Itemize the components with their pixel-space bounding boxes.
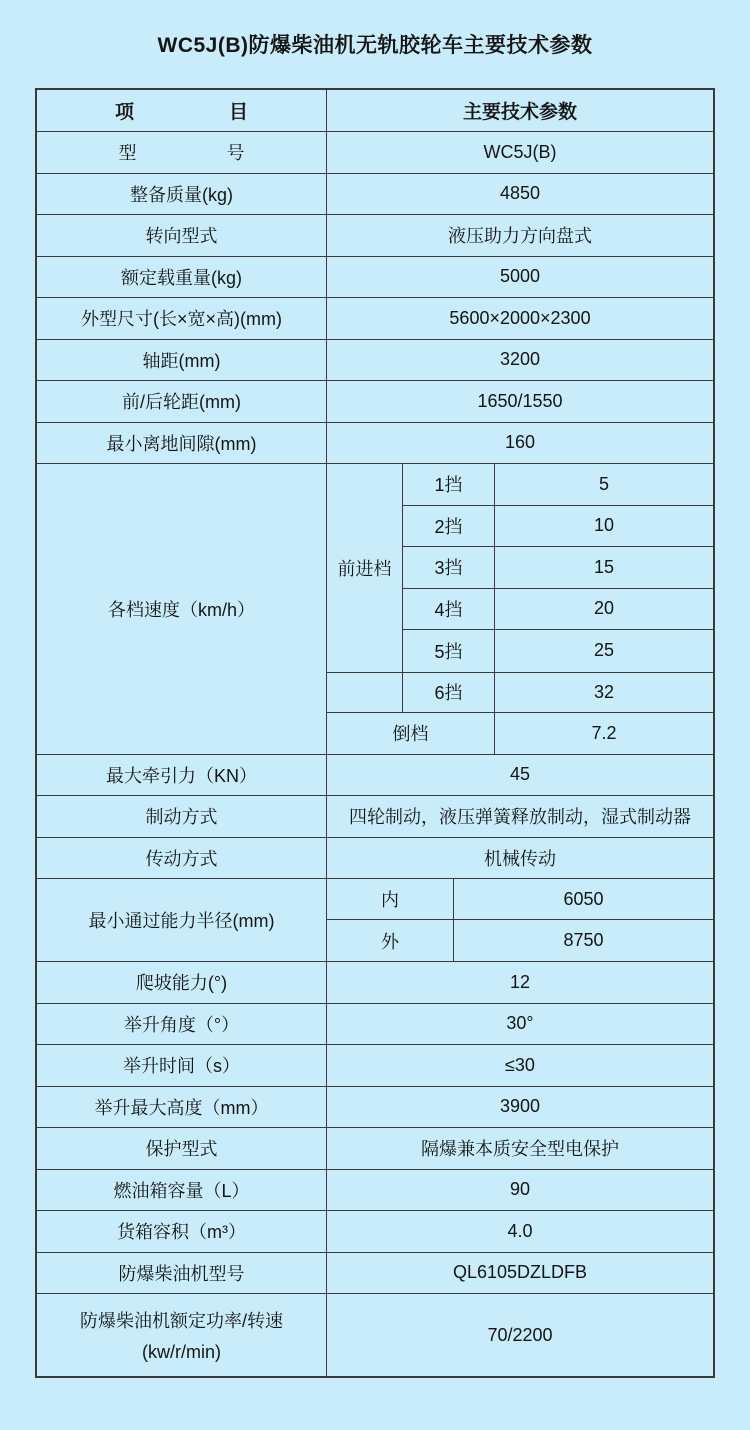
row-label: 燃油箱容量（L） bbox=[37, 1170, 327, 1211]
row-label: 外型尺寸(长×宽×高)(mm) bbox=[37, 298, 327, 339]
row-value: 160 bbox=[504, 432, 536, 453]
row-value: 4850 bbox=[499, 183, 541, 204]
table-header-row bbox=[37, 90, 713, 132]
radius-side: 外 bbox=[327, 920, 454, 961]
row-label: 整备质量(kg) bbox=[37, 174, 327, 215]
row-value: 90 bbox=[509, 1179, 531, 1200]
table-row bbox=[37, 298, 713, 340]
gear-row bbox=[403, 464, 713, 506]
gear-row bbox=[403, 547, 713, 589]
table-row bbox=[37, 755, 713, 797]
power-speed-label bbox=[37, 1294, 327, 1376]
power-speed-row bbox=[37, 1294, 713, 1376]
row-value: 12 bbox=[509, 971, 531, 992]
row-label: 举升角度（°） bbox=[37, 1004, 327, 1045]
gear-name: 倒档 bbox=[327, 713, 495, 753]
table-row bbox=[37, 423, 713, 465]
row-value: ≤30 bbox=[505, 1054, 535, 1075]
row-label: 传动方式 bbox=[37, 838, 327, 879]
row-value: 四轮制动，液压弹簧释放制动，湿式制动器 bbox=[349, 807, 691, 828]
row-label: 制动方式 bbox=[37, 796, 327, 837]
gear-value: 5 bbox=[598, 473, 609, 494]
table-row bbox=[37, 1004, 713, 1046]
table-row bbox=[37, 257, 713, 299]
row-value: 机械传动 bbox=[484, 848, 556, 869]
table-row bbox=[37, 1211, 713, 1253]
row-label: 转向型式 bbox=[37, 215, 327, 256]
table-row bbox=[37, 1045, 713, 1087]
row-value: 液压助力方向盘式 bbox=[448, 226, 592, 247]
row-value: 30° bbox=[506, 1013, 534, 1034]
gear-value: 25 bbox=[593, 640, 615, 661]
table-row bbox=[37, 340, 713, 382]
reverse-gear-row bbox=[327, 713, 713, 753]
gear-name: 6挡 bbox=[403, 673, 495, 713]
row-value: 4.0 bbox=[507, 1220, 533, 1241]
speed-label: 各档速度（km/h） bbox=[37, 464, 327, 754]
row-label: 额定载重量(kg) bbox=[37, 257, 327, 298]
table-row bbox=[37, 962, 713, 1004]
table-row bbox=[37, 381, 713, 423]
radius-value: 8750 bbox=[563, 930, 604, 950]
table-row bbox=[37, 174, 713, 216]
header-item-cell: 项 目 bbox=[37, 90, 327, 131]
empty-cell bbox=[327, 673, 403, 713]
row-value: 隔爆兼本质安全型电保护 bbox=[421, 1139, 619, 1160]
power-speed-label-line2: (kw/r/min) bbox=[142, 1342, 221, 1363]
header-value-cell: 主要技术参数 bbox=[462, 102, 577, 123]
row-label: 前/后轮距(mm) bbox=[37, 381, 327, 422]
row-label: 最大牵引力（KN） bbox=[37, 755, 327, 796]
gear-value: 10 bbox=[593, 515, 615, 536]
speed-block-row bbox=[37, 464, 713, 755]
row-value: 1650/1550 bbox=[477, 390, 563, 411]
row-value: 5000 bbox=[499, 266, 541, 287]
gear-value: 15 bbox=[593, 556, 615, 577]
table-row bbox=[37, 1087, 713, 1129]
radius-label: 最小通过能力半径(mm) bbox=[37, 879, 327, 961]
power-speed-value: 70/2200 bbox=[487, 1324, 553, 1345]
row-label: 保护型式 bbox=[37, 1128, 327, 1169]
table-row bbox=[37, 838, 713, 880]
forward-gears-block bbox=[327, 464, 713, 673]
gear-value: 20 bbox=[593, 598, 615, 619]
row-label: 最小离地间隙(mm) bbox=[37, 423, 327, 464]
gear-row bbox=[403, 589, 713, 631]
radius-row bbox=[327, 879, 713, 920]
speed-sub-table bbox=[327, 464, 713, 754]
table-row bbox=[37, 1253, 713, 1295]
gear-row-6 bbox=[327, 673, 713, 714]
table-row bbox=[37, 796, 713, 838]
gear-name: 5挡 bbox=[403, 630, 495, 672]
row-value: 5600×2000×2300 bbox=[449, 307, 591, 328]
row-value: WC5J(B) bbox=[483, 141, 557, 162]
gear-name: 1挡 bbox=[403, 464, 495, 505]
gear-name: 2挡 bbox=[403, 506, 495, 547]
power-speed-label-line1: 防爆柴油机额定功率/转速 bbox=[80, 1310, 283, 1331]
gear-row bbox=[403, 506, 713, 548]
row-value: QL6105DZLDFB bbox=[452, 1262, 588, 1283]
radius-sub-table bbox=[327, 879, 713, 961]
row-label: 型 号 bbox=[37, 132, 327, 173]
forward-gear-rows bbox=[403, 464, 713, 672]
row-value: 3200 bbox=[499, 349, 541, 370]
forward-label: 前进档 bbox=[327, 464, 403, 672]
table-row bbox=[37, 215, 713, 257]
row-label: 举升时间（s） bbox=[37, 1045, 327, 1086]
row-label: 轴距(mm) bbox=[37, 340, 327, 381]
table-row bbox=[37, 1170, 713, 1212]
row-value: 45 bbox=[509, 764, 531, 785]
row-label: 举升最大高度（mm） bbox=[37, 1087, 327, 1128]
row-label: 货箱容积（m³） bbox=[37, 1211, 327, 1252]
radius-value: 6050 bbox=[563, 888, 604, 909]
table-row bbox=[37, 132, 713, 174]
gear-value: 32 bbox=[593, 681, 615, 702]
radius-block-row bbox=[37, 879, 713, 962]
radius-side: 内 bbox=[327, 879, 454, 919]
gear-value: 7.2 bbox=[591, 722, 617, 743]
spec-table bbox=[35, 88, 715, 1378]
gear-name: 3挡 bbox=[403, 547, 495, 588]
table-row bbox=[37, 1128, 713, 1170]
row-label: 防爆柴油机型号 bbox=[37, 1253, 327, 1294]
gear-row bbox=[403, 630, 713, 672]
row-label: 爬坡能力(°) bbox=[37, 962, 327, 1003]
row-value: 3900 bbox=[499, 1096, 541, 1117]
radius-row bbox=[327, 920, 713, 961]
page-title: WC5J(B)防爆柴油机无轨胶轮车主要技术参数 bbox=[157, 34, 593, 57]
gear-name: 4挡 bbox=[403, 589, 495, 630]
